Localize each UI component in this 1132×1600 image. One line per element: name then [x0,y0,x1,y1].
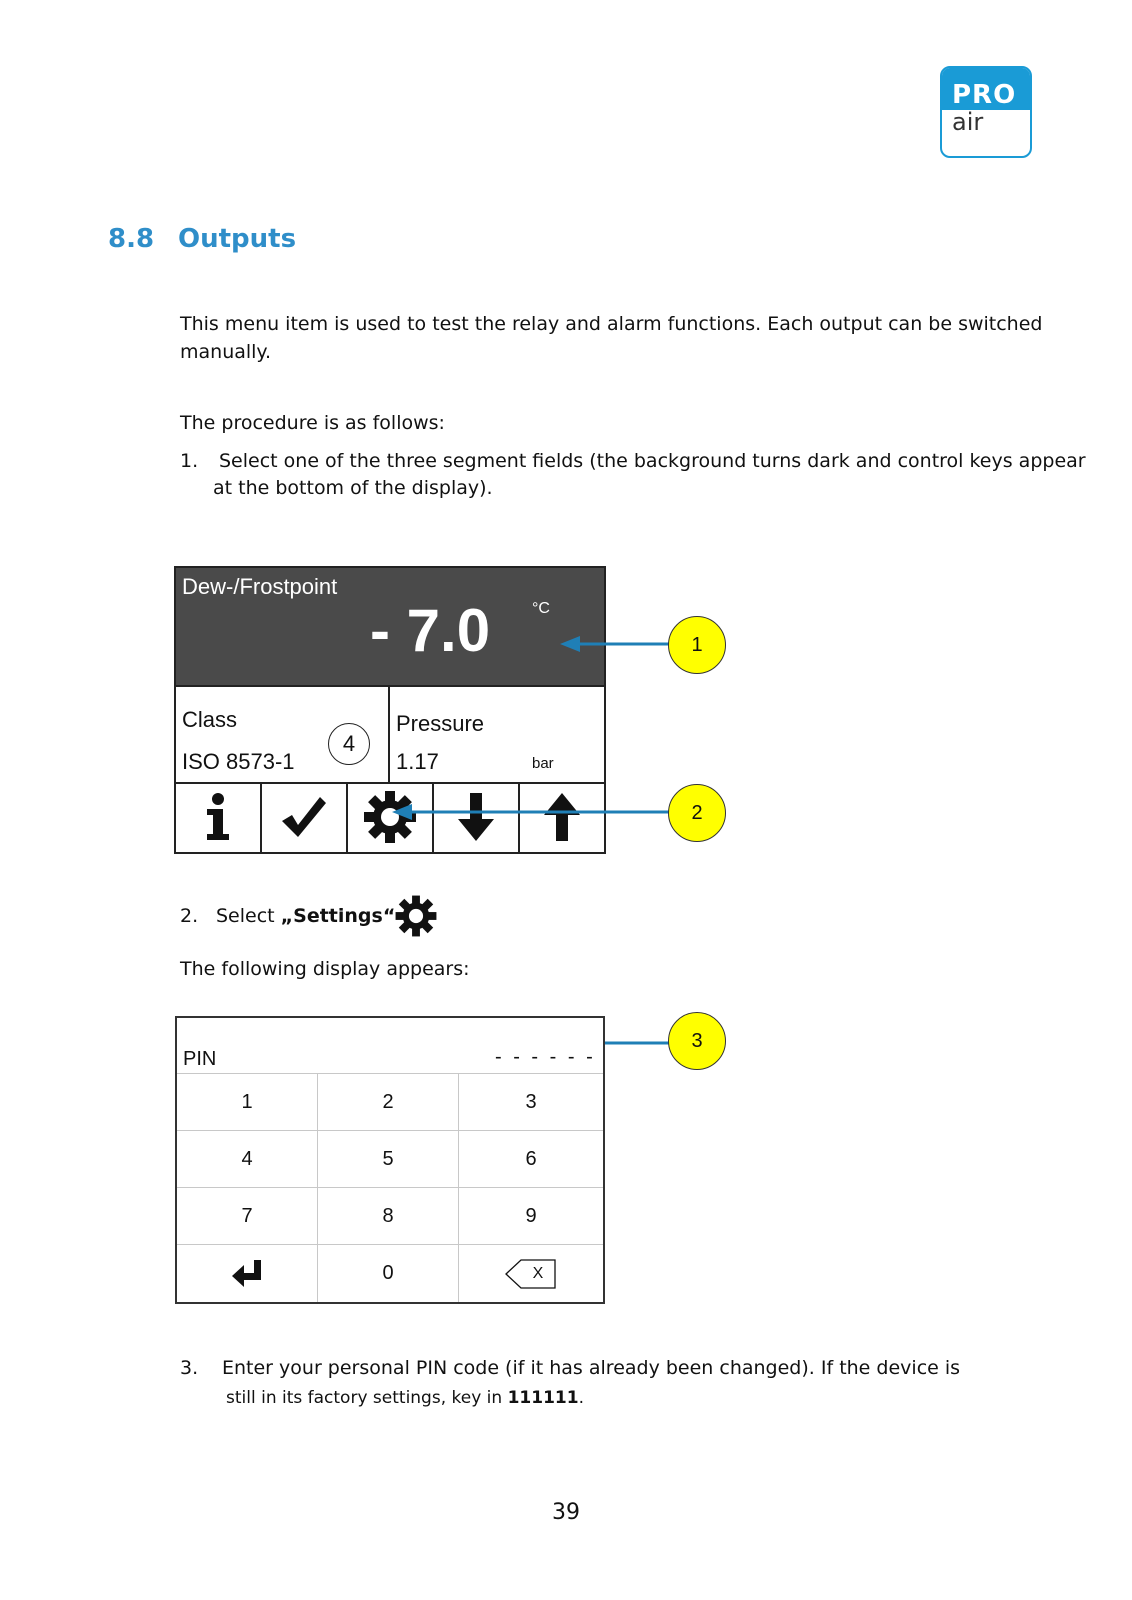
step3-number: 3. [180,1357,199,1379]
keypad-key-9[interactable]: 9 [459,1187,603,1244]
class-label[interactable]: Class [182,707,238,732]
class-value: ISO 8573-1 [182,749,295,774]
step3-line-1: Enter your personal PIN code (if it has already been changed). If the device is [222,1357,961,1379]
page-number: 39 [552,1500,580,1525]
pin-keypad [177,1073,603,1302]
intro-line-2: manually. [180,341,272,363]
pin-display [175,1016,605,1304]
pressure-label[interactable]: Pressure [396,711,485,736]
arrow-1-head [560,636,580,652]
backspace-label: X [532,1264,544,1282]
keypad-key-5[interactable]: 5 [318,1130,459,1187]
step2-settings: „Settings“ [280,905,396,927]
step1-line-1: Select one of the three segment fields (the background turns dark and control keys appear [219,450,1086,472]
keypad-key-2[interactable]: 2 [318,1073,459,1130]
callout-2: 2 [668,784,726,842]
section-number: 8.8 [108,224,155,254]
step3-suffix: . [578,1388,584,1408]
step3-prefix: still in its factory settings, key in [226,1388,508,1408]
enter-icon [232,1260,262,1288]
step2-prefix: Select [216,905,281,927]
keypad-key-6[interactable]: 6 [459,1130,603,1187]
callout-1: 1 [668,616,726,674]
dew-point-unit: °C [532,600,550,617]
step1-line-2: at the bottom of the display). [213,477,493,499]
keypad-key-7[interactable]: 7 [177,1187,318,1244]
keypad-key-4[interactable]: 4 [177,1130,318,1187]
section-title: Outputs [178,224,297,254]
intro-line-1: This menu item is used to test the relay and alarm functions. Each output can be switched [180,313,1043,335]
following-text: The following display appears: [180,958,470,980]
dew-point-value: - 7.0 [370,597,491,664]
logo-text-air: air [952,108,984,136]
keypad-key-0[interactable]: 0 [318,1244,459,1302]
arrow-2-head [392,804,412,820]
step2-number: 2. [180,905,199,927]
callout-badge-4: 4 [328,723,370,765]
pressure-unit: bar [532,755,554,772]
gear-icon [394,894,438,938]
step3-line-2 [226,1384,584,1412]
keypad-key-3[interactable]: 3 [459,1073,603,1130]
keypad-key-1[interactable]: 1 [177,1073,318,1130]
enter-key[interactable] [177,1244,318,1302]
procedure-intro: The procedure is as follows: [180,412,445,434]
callout-3: 3 [668,1012,726,1070]
pin-entry-field[interactable]: - - - - - - [495,1046,596,1068]
logo-text-pro: PRO [952,80,1017,110]
pin-label: PIN [183,1048,217,1070]
step2-text [216,902,395,930]
backspace-icon [505,1259,557,1289]
dew-point-title: Dew-/Frostpoint [182,574,338,599]
factory-pin: 111111 [507,1388,579,1408]
pressure-value: 1.17 [396,749,439,774]
backspace-key[interactable] [459,1244,603,1302]
keypad-key-8[interactable]: 8 [318,1187,459,1244]
step1-number: 1. [180,450,199,472]
